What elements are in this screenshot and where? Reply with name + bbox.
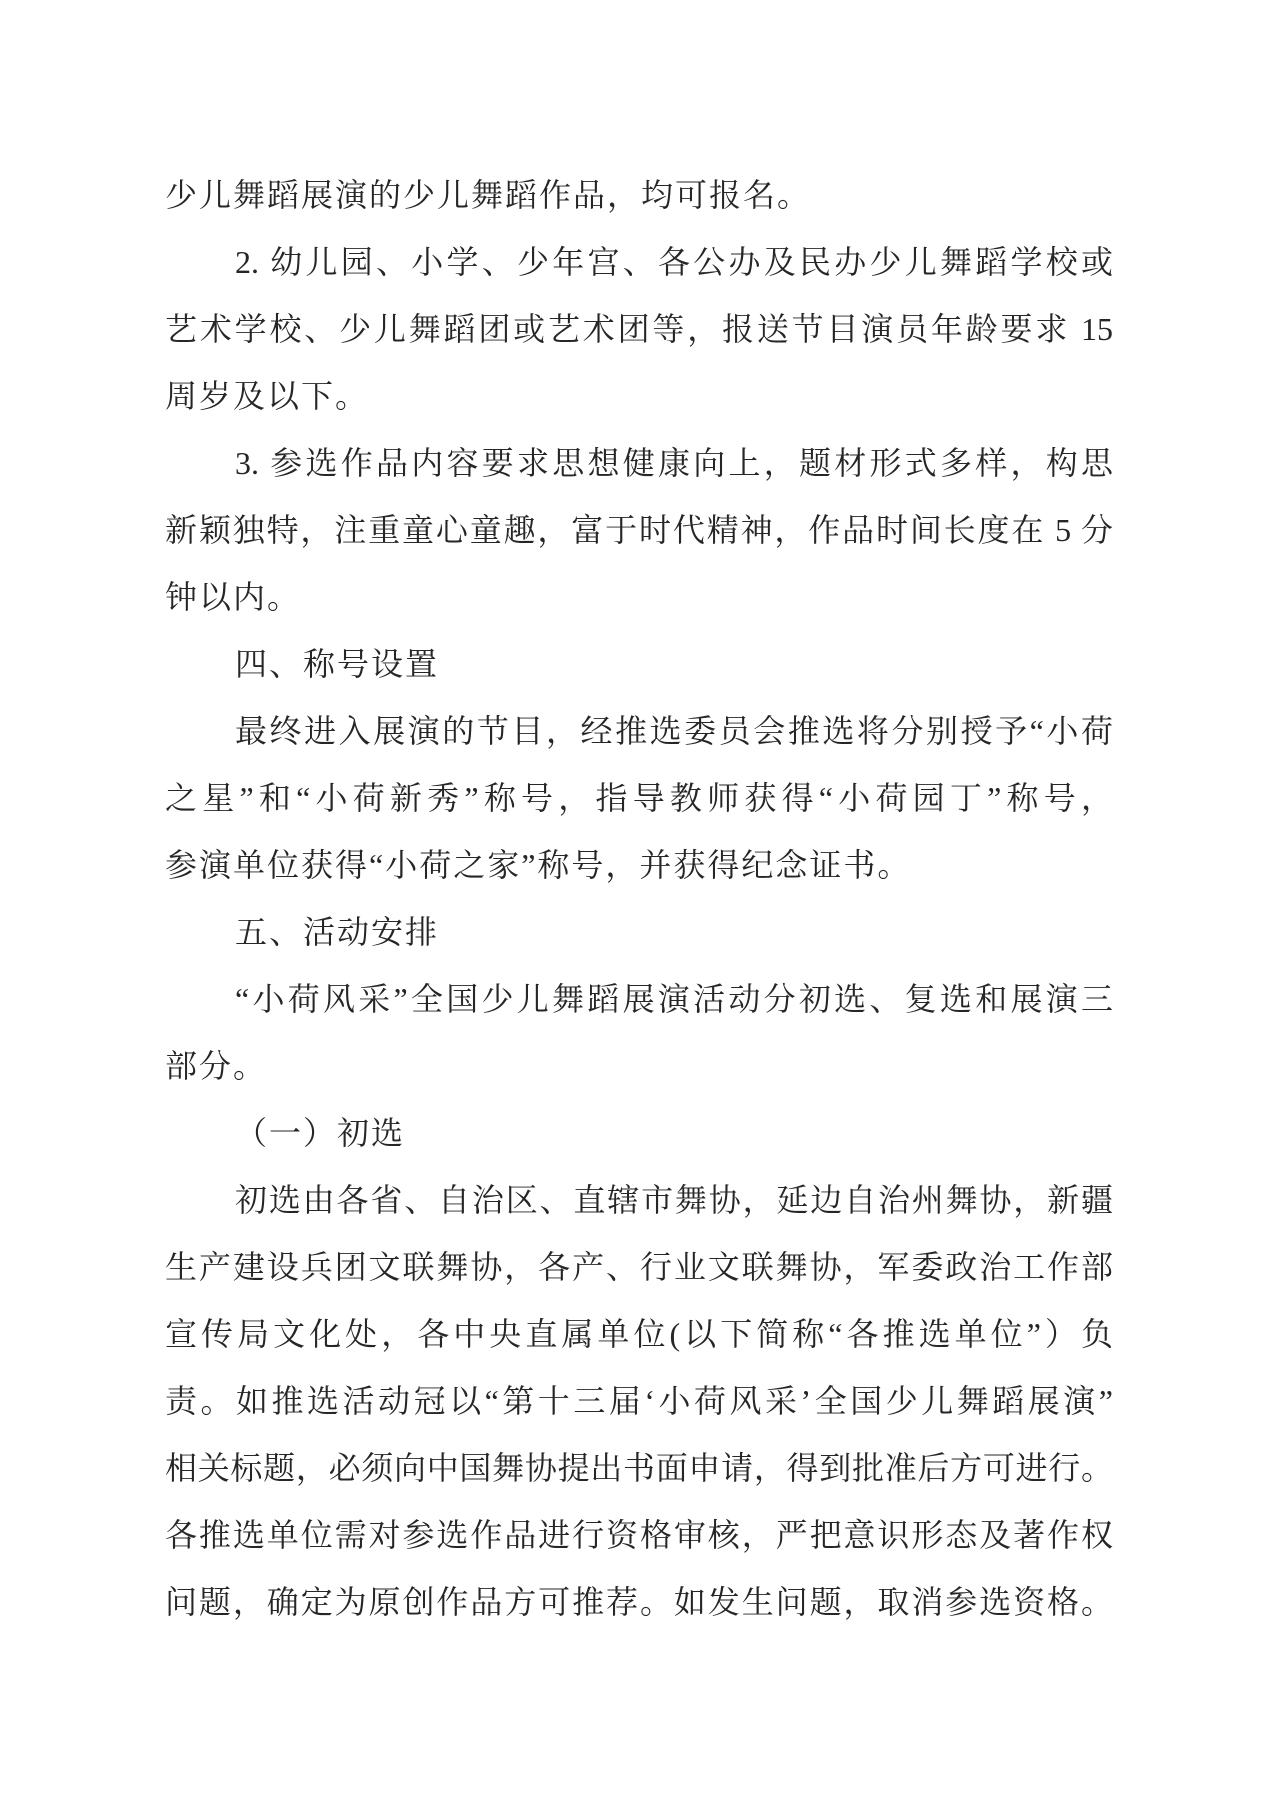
text-line: 钟以内。 <box>165 579 302 615</box>
text-line: 参演单位获得“小荷之家”称号，并获得纪念证书。 <box>165 847 912 883</box>
section-heading: 五、活动安排 <box>235 914 440 950</box>
text-line: 2. 幼儿园、小学、少年宫、各公办及民办少儿舞蹈学校或 <box>235 244 1113 280</box>
section-heading: （一）初选 <box>235 1115 406 1151</box>
text-line: 周岁及以下。 <box>165 378 370 414</box>
text-line: 3. 参选作品内容要求思想健康向上，题材形式多样，构思 <box>235 445 1113 481</box>
text-line: 艺术学校、少儿舞蹈团或艺术团等，报送节目演员年龄要求 15 <box>165 311 1113 347</box>
text-line: 新颖独特，注重童心童趣，富于时代精神，作品时间长度在 5 分 <box>165 512 1113 548</box>
text-line: 之星”和“小荷新秀”称号，指导教师获得“小荷园丁”称号， <box>165 780 1113 816</box>
text-line: 生产建设兵团文联舞协，各产、行业文联舞协，军委政治工作部 <box>165 1249 1113 1285</box>
text-line: 相关标题，必须向中国舞协提出书面申请，得到批准后方可进行。 <box>165 1450 1113 1486</box>
text-line: 少儿舞蹈展演的少儿舞蹈作品，均可报名。 <box>165 177 812 213</box>
text-line: “小荷风采”全国少儿舞蹈展演活动分初选、复选和展演三 <box>235 981 1113 1017</box>
text-line: 各推选单位需对参选作品进行资格审核，严把意识形态及著作权 <box>165 1517 1113 1553</box>
text-line: 部分。 <box>165 1048 268 1084</box>
section-heading: 四、称号设置 <box>235 646 440 682</box>
text-line: 问题，确定为原创作品方可推荐。如发生问题，取消参选资格。 <box>165 1584 1113 1620</box>
text-line: 宣传局文化处，各中央直属单位(以下简称“各推选单位”）负 <box>165 1316 1113 1352</box>
text-line: 最终进入展演的节目，经推选委员会推选将分别授予“小荷 <box>235 713 1113 749</box>
text-line: 责。如推选活动冠以“第十三届‘小荷风采’全国少儿舞蹈展演” <box>165 1383 1113 1419</box>
text-line: 初选由各省、自治区、直辖市舞协，延边自治州舞协，新疆 <box>235 1182 1113 1218</box>
document-text <box>165 162 1113 1636</box>
